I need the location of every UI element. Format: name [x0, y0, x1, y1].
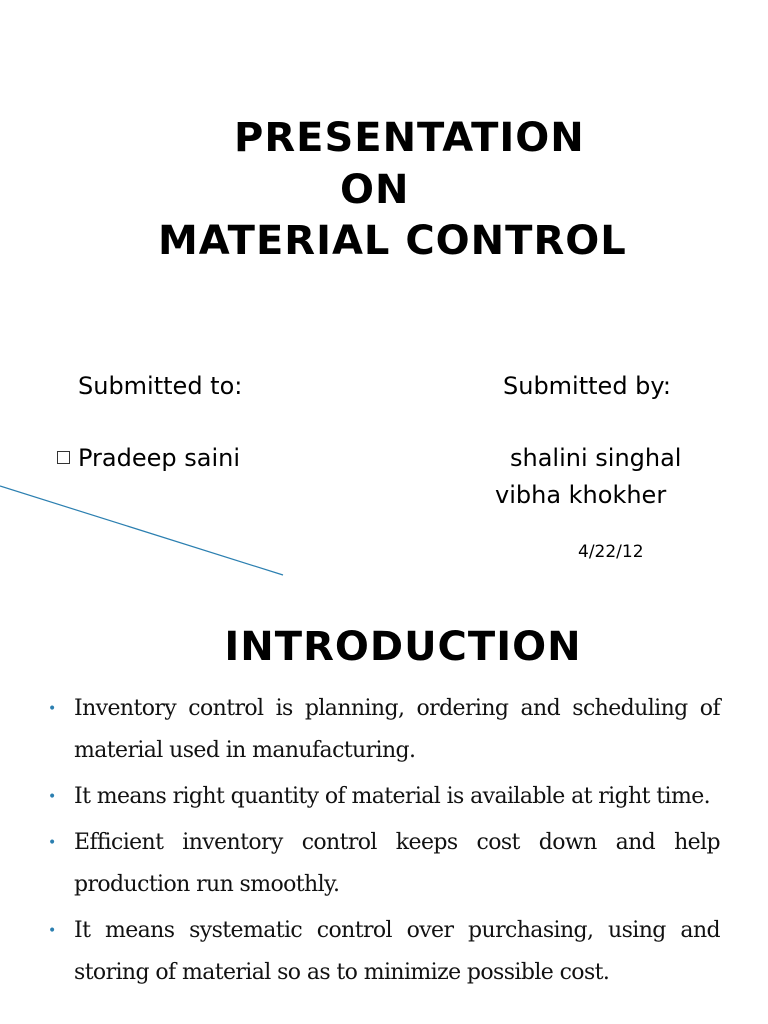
- title-line-on: ON: [340, 167, 410, 213]
- bullet-dot-icon: •: [48, 701, 56, 717]
- bullet-dot-icon: •: [48, 835, 56, 851]
- bullet-item: [48, 776, 720, 818]
- bullet-dot-icon: •: [48, 923, 56, 939]
- title-line-material-control: MATERIAL CONTROL: [158, 218, 627, 264]
- title-line-presentation: PRESENTATION: [234, 115, 585, 161]
- bullet-dot-icon: •: [48, 789, 56, 805]
- bullet-item: [48, 910, 720, 994]
- introduction-bullet-list: [48, 688, 720, 998]
- recipient-name: Pradeep saini: [78, 444, 241, 472]
- bullet-text: Efficient inventory control keeps cost down and help production run smoothly.: [74, 830, 720, 897]
- bullet-text: It means systematic control over purchasing, using and storing of material so as to minimize possible cost.: [74, 918, 720, 985]
- submitted-to-label: Submitted to:: [78, 372, 243, 400]
- bullet-text: It means right quantity of material is available at right time.: [74, 784, 711, 809]
- bullet-item: [48, 688, 720, 772]
- square-bullet-icon: [57, 451, 70, 464]
- submitted-by-label: Submitted by:: [503, 372, 671, 400]
- author-name-1: shalini singhal: [510, 444, 682, 472]
- bullet-text: Inventory control is planning, ordering and scheduling of material used in manufacturing.: [74, 696, 720, 763]
- slide-date: 4/22/12: [578, 542, 644, 562]
- introduction-title: INTRODUCTION: [224, 624, 582, 670]
- author-name-2: vibha khokher: [495, 481, 667, 509]
- decorative-diagonal-line: [0, 480, 290, 580]
- bullet-item: [48, 822, 720, 906]
